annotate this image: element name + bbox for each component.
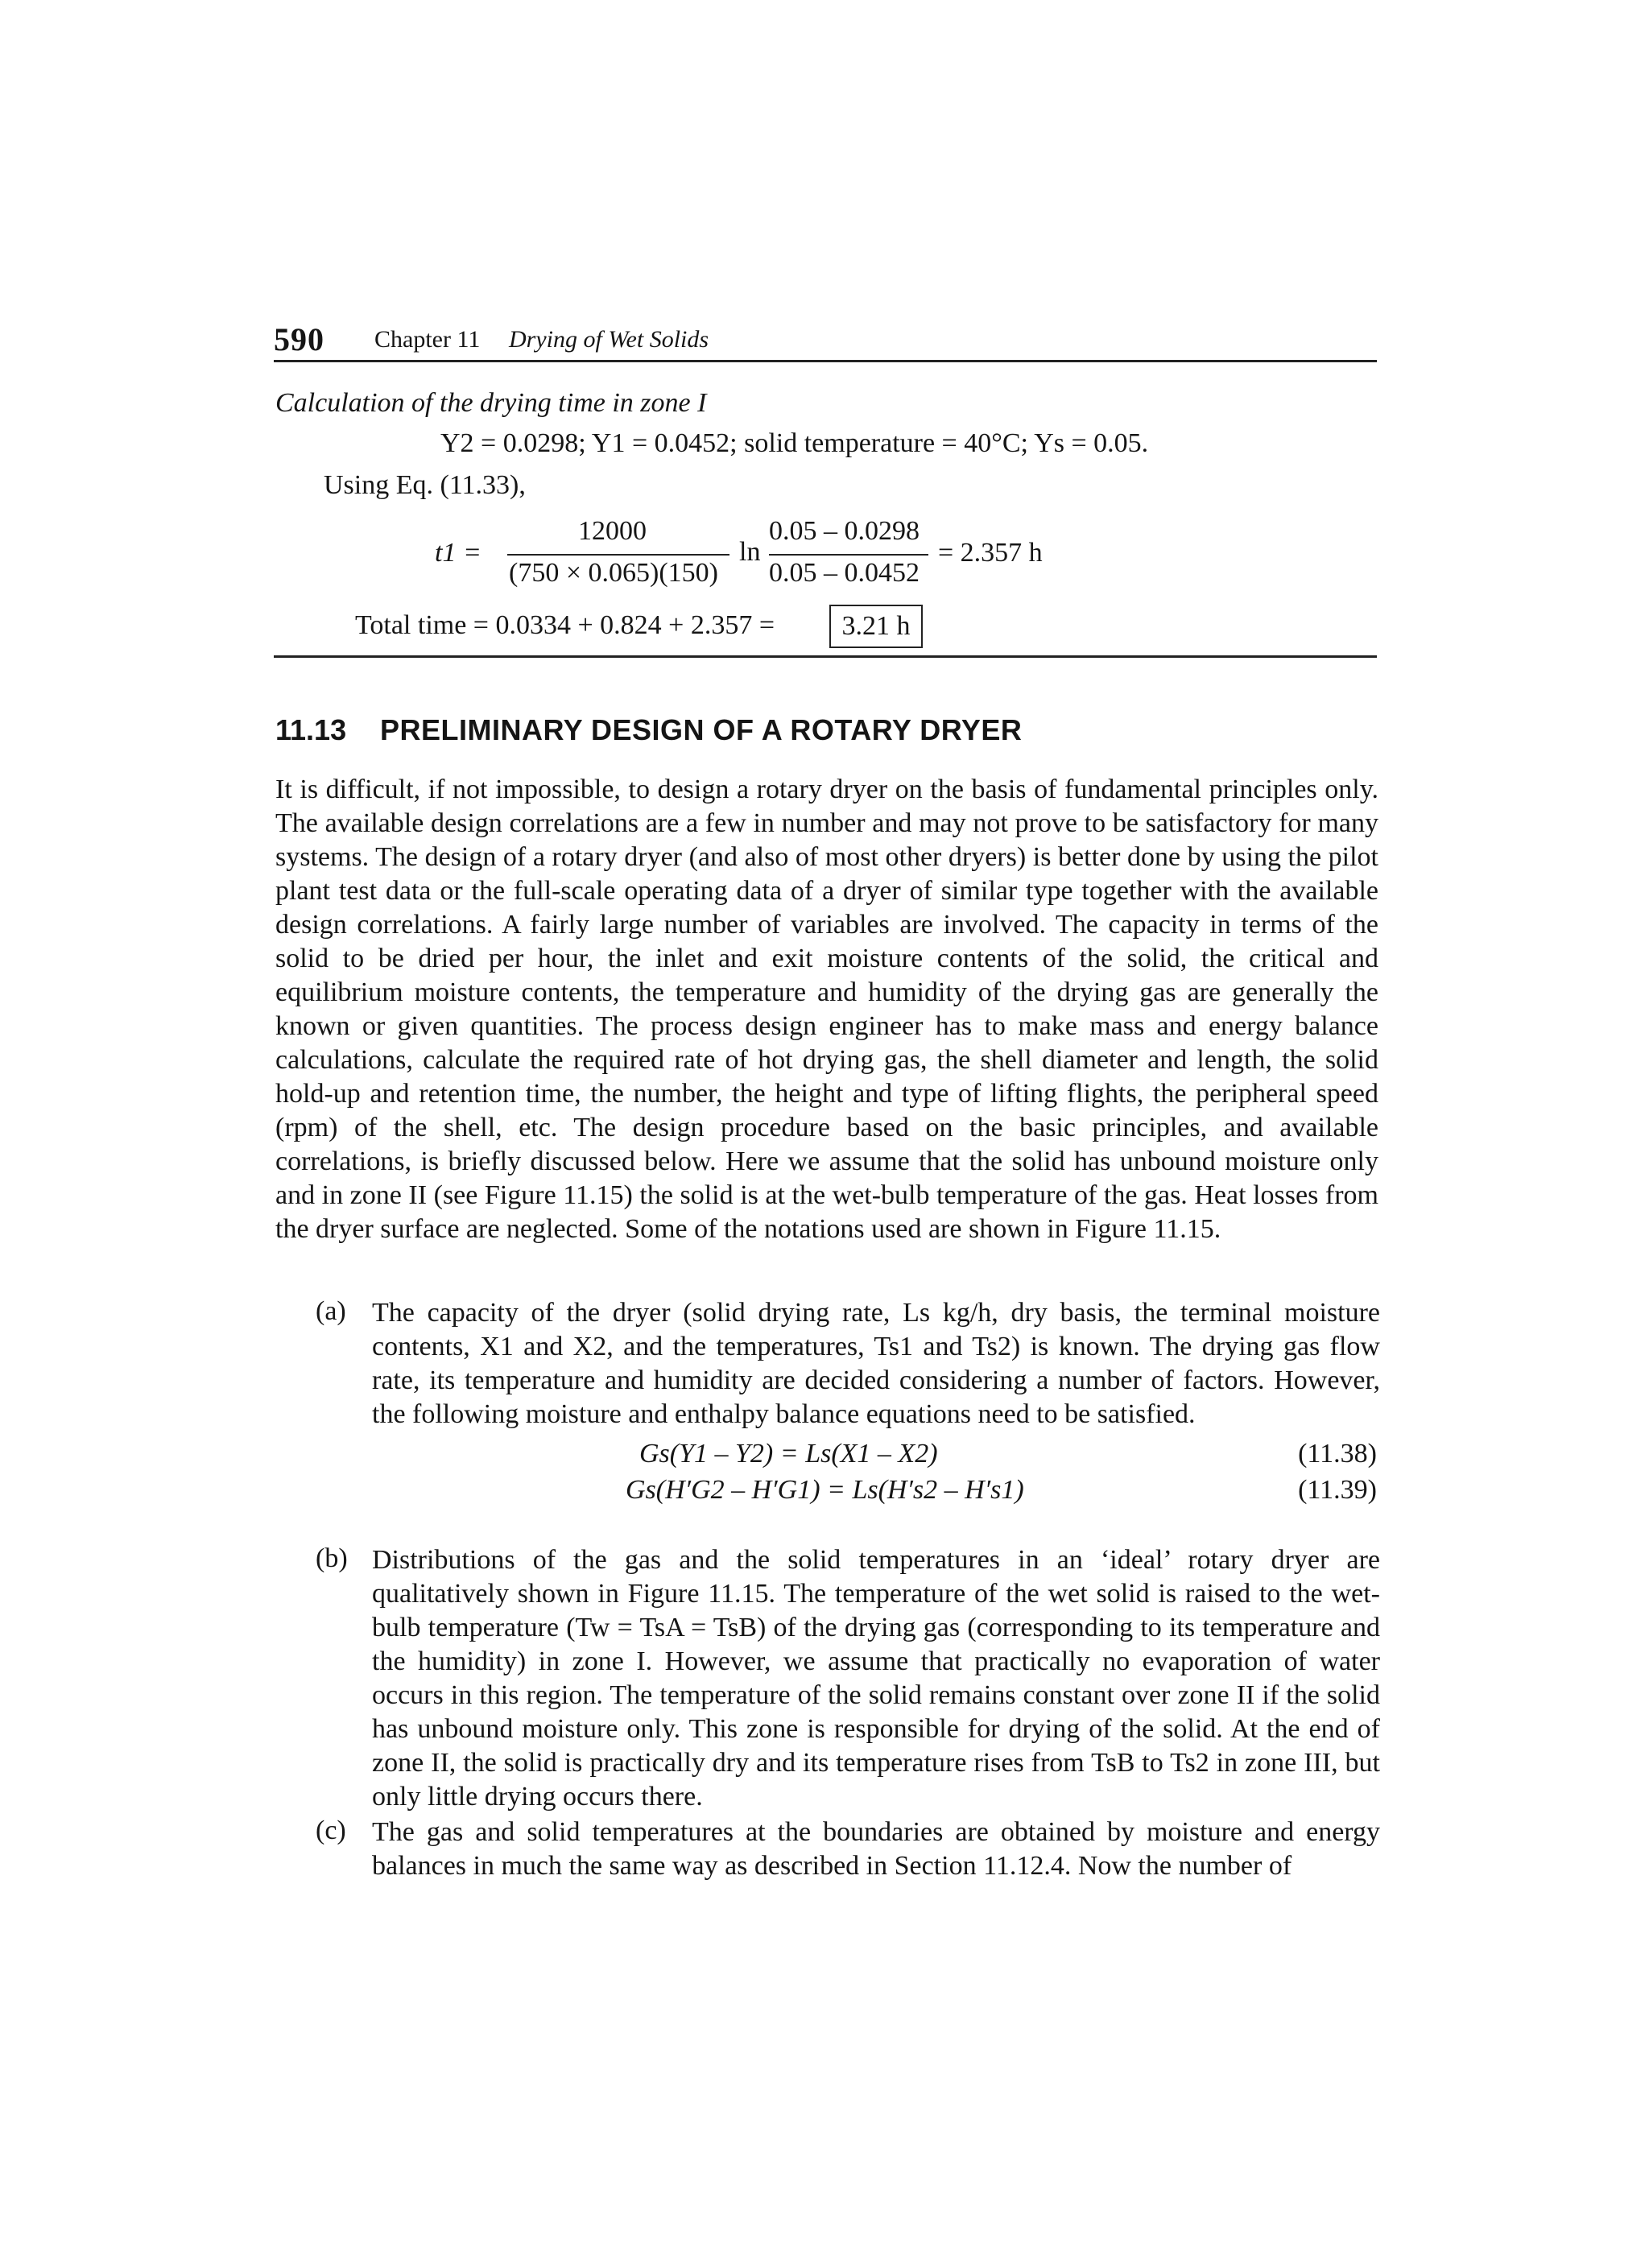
calc-heading: Calculation of the drying time in zone I xyxy=(275,388,707,418)
t1-label: t1 = xyxy=(435,538,481,568)
list-item-text-b: Distributions of the gas and the solid temperatures in an ‘ideal’ rotary dryer are qualitatively shown in Figure 11.15. The temperature of the wet solid is raised to the wet-bulb temperature (Tw = TsA = TsB) of the drying gas (corresponding to its temperature and the humidity) in zone I. However, we assume that practically no evaporation of water occurs in this region. The temperature of the solid remains constant over zone II if the solid has unbound moisture only. This zone is responsible for drying of the solid. At the end of zone II, the solid is practically dry and its temperature rises from TsB to Ts2 in zone III, but only little drying occurs there. xyxy=(372,1545,1380,1812)
t1-result: = 2.357 h xyxy=(938,538,1043,568)
section-title: PRELIMINARY DESIGN OF A ROTARY DRYER xyxy=(380,713,1023,746)
equation-number-11-39: (11.39) xyxy=(1298,1475,1377,1505)
equation-11-39: Gs(H′G2 – H′G1) = Ls(H′s2 – H′s1) xyxy=(626,1475,1024,1505)
chapter-title: Drying of Wet Solids xyxy=(509,326,709,353)
page-number: 590 xyxy=(274,321,324,357)
fraction1-denominator: (750 × 0.065)(150) xyxy=(509,558,718,588)
fraction2-numerator: 0.05 – 0.0298 xyxy=(769,516,920,546)
list-item-label-a: (a) xyxy=(316,1296,346,1326)
section-number: 11.13 xyxy=(275,713,347,746)
fraction2-denominator: 0.05 – 0.0452 xyxy=(769,558,920,588)
example-end-rule xyxy=(274,655,1377,658)
list-item-text-c: The gas and solid temperatures at the boundaries are obtained by moisture and energy balances in much the same way as described in Section 11.12.4. Now the number of xyxy=(372,1817,1380,1881)
total-time-boxed-answer: 3.21 h xyxy=(829,605,923,648)
list-item-label-b: (b) xyxy=(316,1543,348,1573)
fraction2-bar xyxy=(769,554,928,556)
chapter-label: Chapter 11 xyxy=(374,326,481,353)
equation-number-11-38: (11.38) xyxy=(1298,1439,1377,1469)
body-paragraph: It is difficult, if not impossible, to design a rotary dryer on the basis of fundamental principles only. The available design correlations are a few in number and may not prove to be satisfactory for many systems. The design of a rotary dryer (and also of most other dryers) is better done by using the pilot plant test data or the full-scale operating data of a dryer of similar type together with the available design correlations. A fairly large number of variables are involved. The capacity in terms of the solid to be dried per hour, the inlet and exit moisture contents of the solid, the critical and equilibrium moisture contents, the temperature and humidity of the drying gas are generally the known or given quantities. The process design engineer has to make mass and energy balance calculations, calculate the required rate of hot drying gas, the shell diameter and length, the solid hold-up and retention time, the number, the height and type of lifting flights, the peripheral speed (rpm) of the shell, etc. The design procedure based on the basic principles, and available correlations, is briefly discussed below. Here we assume that the solid has unbound moisture only and in zone II (see Figure 11.15) the solid is at the wet-bulb temperature of the gas. Heat losses from the dryer surface are neglected. Some of the notations used are shown in Figure 11.15. xyxy=(275,775,1378,1244)
equation-11-38: Gs(Y1 – Y2) = Ls(X1 – X2) xyxy=(639,1439,938,1469)
list-item-label-c: (c) xyxy=(316,1816,346,1845)
total-time-line: Total time = 0.0334 + 0.824 + 2.357 = xyxy=(355,610,775,640)
fraction1-numerator: 12000 xyxy=(578,516,647,546)
list-item-text-a: The capacity of the dryer (solid drying rate, Ls kg/h, dry basis, the terminal moisture contents, X1 and X2, and the temperatures, Ts1 and Ts2) is known. The drying gas flow rate, its temperature and humidity are decided considering a number of factors. However, the following moisture and enthalpy balance equations need to be satisfied. xyxy=(372,1298,1380,1429)
equation-reference: Using Eq. (11.33), xyxy=(324,470,526,500)
given-values-line: Y2 = 0.0298; Y1 = 0.0452; solid temperature = 40°C; Ys = 0.05. xyxy=(440,428,1149,458)
fraction1-bar xyxy=(507,554,729,556)
header-rule xyxy=(274,360,1377,362)
ln-operator: ln xyxy=(739,537,761,567)
